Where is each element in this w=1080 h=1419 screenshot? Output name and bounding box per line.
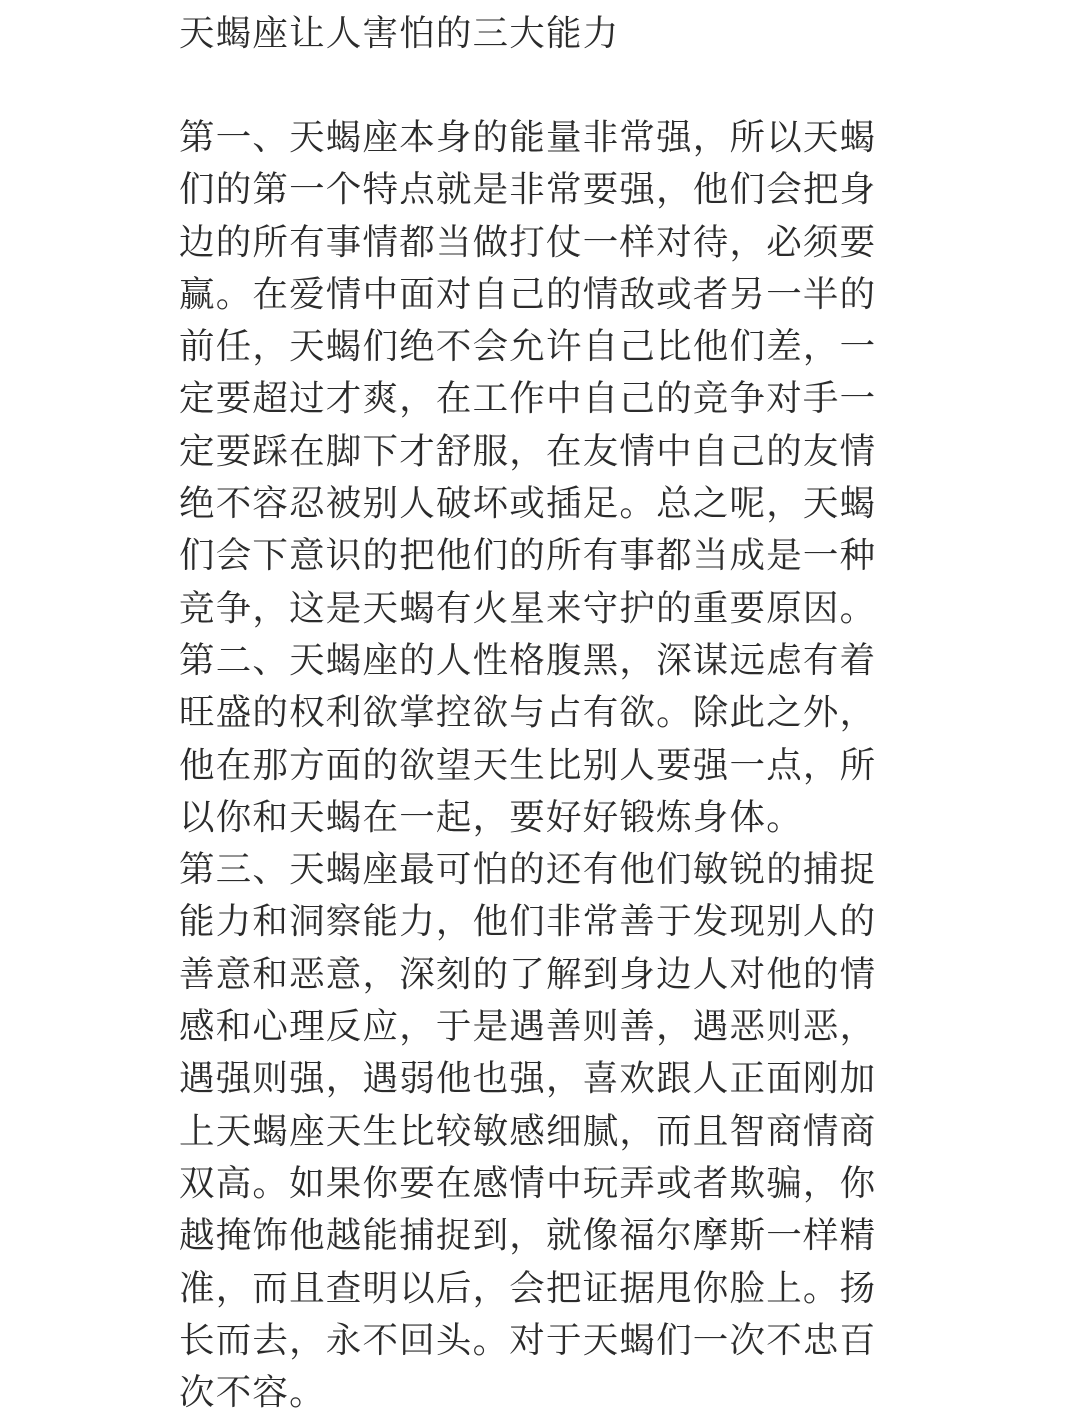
text-line: 双高。如果你要在感情中玩弄或者欺骗，你 (179, 1162, 877, 1204)
title-spacer (179, 60, 899, 112)
paragraph-third-ability (179, 844, 899, 1419)
text-line: 以你和天蝎在一起，要好好锻炼身体。 (179, 796, 803, 838)
text-line: 次不容。 (179, 1372, 326, 1414)
text-line: 感和心理反应，于是遇善则善，遇恶则恶， (179, 1006, 877, 1048)
paragraph-second-ability (179, 635, 899, 844)
text-line: 赢。在爱情中面对自己的情敌或者另一半的 (179, 273, 877, 315)
text-line: 们会下意识的把他们的所有事都当成是一种 (179, 535, 877, 577)
text-line: 第三、天蝎座最可怕的还有他们敏锐的捕捉 (179, 849, 877, 891)
text-line: 遇强则强，遇弱他也强，喜欢跟人正面刚加 (179, 1058, 877, 1100)
text-line: 竞争，这是天蝎有火星来守护的重要原因。 (179, 587, 877, 629)
text-line: 定要踩在脚下才舒服，在友情中自己的友情 (179, 430, 877, 472)
text-line: 能力和洞察能力，他们非常善于发现别人的 (179, 901, 877, 943)
text-line: 绝不容忍被别人破坏或插足。总之呢，天蝎 (179, 483, 877, 525)
text-line: 们的第一个特点就是非常要强，他们会把身 (179, 169, 877, 211)
text-line: 前任，天蝎们绝不会允许自己比他们差，一 (179, 326, 877, 368)
text-line: 他在那方面的欲望天生比别人要强一点，所 (179, 744, 877, 786)
text-line: 越掩饰他越能捕捉到，就像福尔摩斯一样精 (179, 1215, 877, 1257)
text-line: 善意和恶意，深刻的了解到身边人对他的情 (179, 953, 877, 995)
text-line: 边的所有事情都当做打仗一样对待，必须要 (179, 221, 877, 263)
text-line: 定要超过才爽，在工作中自己的竞争对手一 (179, 378, 877, 420)
text-line: 旺盛的权利欲掌控欲与占有欲。除此之外， (179, 692, 877, 734)
text-line: 长而去，永不回头。对于天蝎们一次不忠百 (179, 1319, 877, 1361)
text-line: 上天蝎座天生比较敏感细腻，而且智商情商 (179, 1110, 877, 1152)
text-line: 准，而且查明以后，会把证据甩你脸上。扬 (179, 1267, 877, 1309)
text-line: 第二、天蝎座的人性格腹黑，深谋远虑有着 (179, 639, 877, 681)
text-line: 第一、天蝎座本身的能量非常强，所以天蝎 (179, 117, 877, 158)
paragraph-first-ability (179, 112, 899, 635)
article (179, 8, 899, 1419)
article-title: 天蝎座让人害怕的三大能力 (179, 13, 620, 54)
